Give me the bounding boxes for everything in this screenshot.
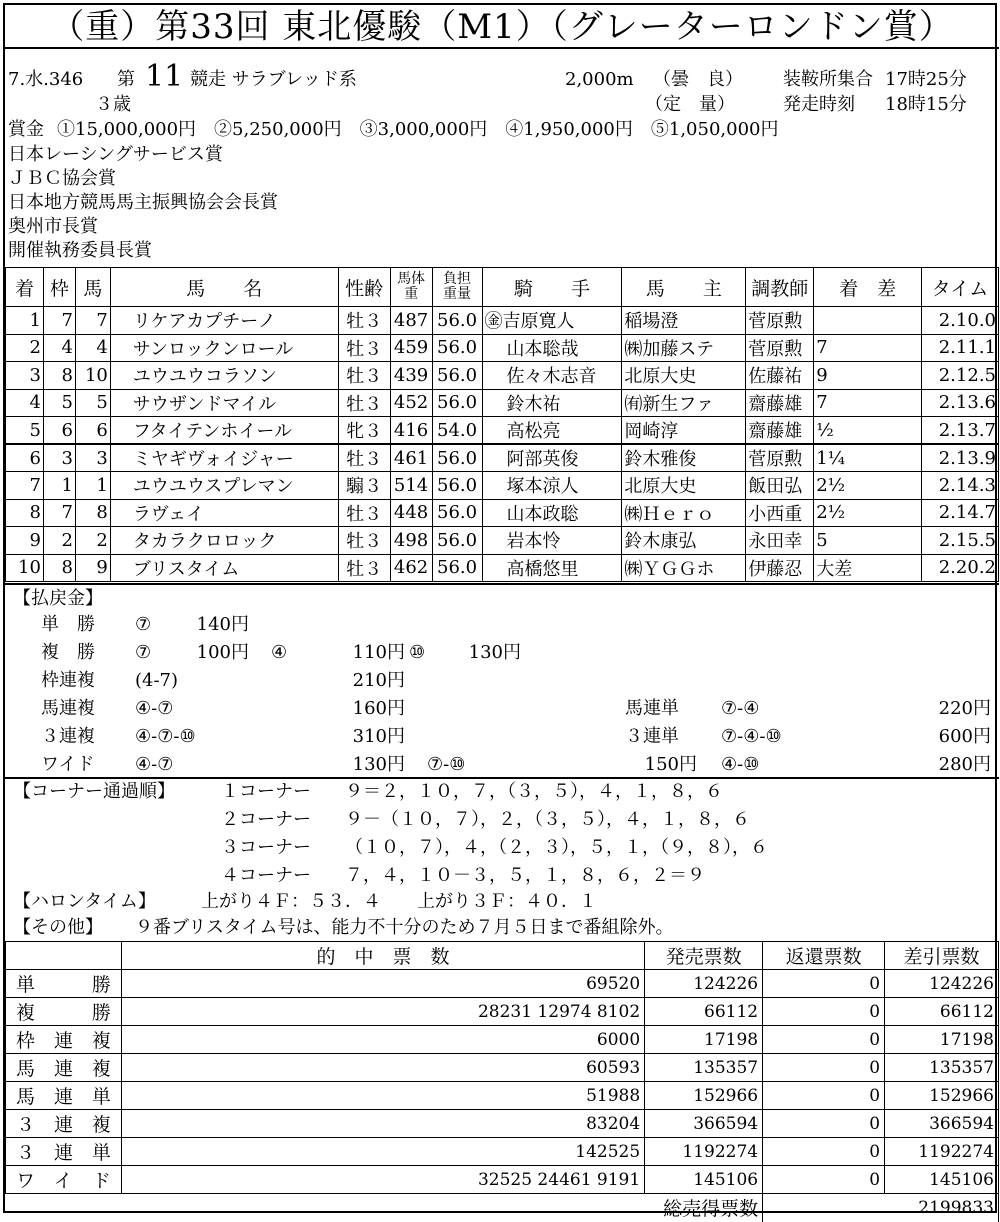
stats-hits: 6000 <box>121 1026 644 1054</box>
col-rank: 着 <box>6 268 44 307</box>
result-waku: 4 <box>43 334 75 362</box>
result-sexage: 牡３ <box>338 554 390 582</box>
result-weight: 514 <box>390 472 432 500</box>
stats-hits-header: 的 中 票 数 <box>121 942 644 970</box>
stats-sold: 366594 <box>645 1110 763 1138</box>
stats-refund: 0 <box>763 970 885 998</box>
stats-type: 枠連複 <box>6 1026 122 1054</box>
result-rank: 2 <box>6 334 44 362</box>
stats-net: 66112 <box>885 998 999 1026</box>
stats-net: 1192274 <box>885 1138 999 1166</box>
win-amount: 140円 <box>196 614 249 635</box>
place-combo-1: ⑦ <box>135 642 152 663</box>
result-time: 2.15.5 <box>921 527 998 555</box>
result-margin: 9 <box>814 362 922 390</box>
other-header: 【その他】 <box>13 917 103 938</box>
result-row <box>6 307 999 335</box>
stats-hits: 32525 24461 9191 <box>121 1166 644 1194</box>
result-num: 9 <box>75 554 110 582</box>
corner-2-label: ２コーナー <box>221 809 311 830</box>
result-weight: 439 <box>390 362 432 390</box>
corner-4-order: ７，４，１０－３，５，１，８，６，２＝９ <box>345 865 705 886</box>
corner-3-label: ３コーナー <box>221 837 311 858</box>
result-trainer: 飯田弘 <box>746 472 814 500</box>
stats-type: 馬連単 <box>6 1082 122 1110</box>
quinella-label: 馬連複 <box>41 698 95 719</box>
award-2: ＪＢＣ協会賞 <box>8 168 116 189</box>
result-rank: 7 <box>6 472 44 500</box>
stats-type: ３連複 <box>6 1110 122 1138</box>
furlong-text: 上がり４Ｆ：５３．４ 上がり３Ｆ：４０．１ <box>201 891 597 912</box>
result-waku: 2 <box>43 527 75 555</box>
stats-net: 17198 <box>885 1026 999 1054</box>
award-1: 日本レーシングサービス賞 <box>8 144 223 165</box>
wide-amount-3: 280円 <box>938 754 991 775</box>
result-time: 2.10.0 <box>921 307 998 335</box>
result-jockey: ㊎吉原寛人 <box>482 307 622 335</box>
stats-refund: 0 <box>763 1026 885 1054</box>
result-margin: 大差 <box>814 554 922 582</box>
result-num: 10 <box>75 362 110 390</box>
result-sexage: 牡３ <box>338 444 390 472</box>
place-label: 複 勝 <box>41 642 95 663</box>
result-trainer: 永田幸 <box>746 527 814 555</box>
distance: 2,000m <box>565 69 634 90</box>
stats-row <box>6 1138 999 1166</box>
stats-refund: 0 <box>763 998 885 1026</box>
stats-row <box>6 1166 999 1194</box>
weight-rule: （定 量） <box>645 94 735 115</box>
place-amount-3: 130円 <box>468 642 521 663</box>
result-trainer: 佐藤祐 <box>746 362 814 390</box>
trifecta-label: ３連単 <box>625 726 679 747</box>
result-row <box>6 362 999 390</box>
result-owner: 北原大史 <box>622 362 746 390</box>
result-name: サンロックンロール <box>110 334 338 362</box>
result-sexage: 牡３ <box>338 389 390 417</box>
result-margin: 2½ <box>814 472 922 500</box>
stats-hits: 28231 12974 8102 <box>121 998 644 1026</box>
result-margin: 5 <box>814 527 922 555</box>
stats-sold: 124226 <box>645 970 763 998</box>
result-rank: 10 <box>6 554 44 582</box>
result-sexage: 牝３ <box>338 417 390 445</box>
col-sex-age: 性齢 <box>338 268 390 307</box>
stats-refund: 0 <box>763 1166 885 1194</box>
stats-row <box>6 1026 999 1054</box>
result-name: サウザンドマイル <box>110 389 338 417</box>
quinella-amount: 160円 <box>352 698 405 719</box>
stats-sold: 135357 <box>645 1054 763 1082</box>
other-text: ９番ブリスタイム号は、能力不十分のため７月５日まで番組除外。 <box>135 917 674 938</box>
result-burden: 56.0 <box>432 499 482 527</box>
payout-header: 【払戻金】 <box>13 588 103 609</box>
result-burden: 56.0 <box>432 334 482 362</box>
result-time: 2.14.7 <box>921 499 998 527</box>
place-combo-2: ④ <box>271 642 288 663</box>
stats-refund: 0 <box>763 1138 885 1166</box>
result-rank: 9 <box>6 527 44 555</box>
win-combo: ⑦ <box>135 614 152 635</box>
corner-header: 【コーナー通過順】 <box>13 781 175 802</box>
col-horse-name: 馬 名 <box>110 268 338 307</box>
result-margin <box>814 307 922 335</box>
stats-net-header: 差引票数 <box>885 942 999 970</box>
results-table <box>5 267 999 582</box>
exacta-label: 馬連単 <box>625 698 679 719</box>
corner-3-order: （１０，７），４，（２，３），５，１，（９，８），６ <box>345 837 768 858</box>
result-trainer: 菅原勲 <box>746 334 814 362</box>
result-jockey: 鈴木祐 <box>482 389 622 417</box>
result-owner: ㈱Ｈｅｒｏ <box>622 499 746 527</box>
result-owner: ㈲新生ファ <box>622 389 746 417</box>
total-label: 総売得票数 <box>6 1194 763 1222</box>
result-time: 2.11.1 <box>921 334 998 362</box>
col-time: タイム <box>921 268 998 307</box>
result-sexage: 牡３ <box>338 307 390 335</box>
trifecta-amount: 600円 <box>938 726 991 747</box>
award-3: 日本地方競馬馬主振興協会会長賞 <box>8 192 278 213</box>
result-num: 4 <box>75 334 110 362</box>
stats-refund: 0 <box>763 1054 885 1082</box>
result-time: 2.13.7 <box>921 417 998 445</box>
col-margin: 着 差 <box>814 268 922 307</box>
result-time: 2.12.5 <box>921 362 998 390</box>
result-rank: 1 <box>6 307 44 335</box>
result-rank: 8 <box>6 499 44 527</box>
col-jockey: 騎 手 <box>482 268 622 307</box>
stats-refund-header: 返還票数 <box>763 942 885 970</box>
corner-1-order: ９＝２，１０，７，（３，５），４，１，８，６ <box>345 781 723 802</box>
stats-hits: 51988 <box>121 1082 644 1110</box>
result-rank: 4 <box>6 389 44 417</box>
result-waku: 6 <box>43 417 75 445</box>
date-code: 7.水.346 <box>8 69 84 90</box>
result-row <box>6 417 999 445</box>
result-time: 2.13.9 <box>921 444 998 472</box>
stats-refund: 0 <box>763 1110 885 1138</box>
result-num: 2 <box>75 527 110 555</box>
result-sexage: 騸３ <box>338 472 390 500</box>
result-row <box>6 527 999 555</box>
result-name: タカラクロロック <box>110 527 338 555</box>
result-owner: 鈴木雅俊 <box>622 444 746 472</box>
start-time: 18時15分 <box>885 94 967 115</box>
win-label: 単 勝 <box>41 614 95 635</box>
stats-refund: 0 <box>763 1082 885 1110</box>
trio-amount: 310円 <box>352 726 405 747</box>
result-rank: 3 <box>6 362 44 390</box>
result-burden: 56.0 <box>432 527 482 555</box>
stats-hits: 69520 <box>121 970 644 998</box>
result-num: 6 <box>75 417 110 445</box>
result-name: ミヤギヴォイジャー <box>110 444 338 472</box>
result-jockey: 岩本怜 <box>482 527 622 555</box>
exacta-amount: 220円 <box>938 698 991 719</box>
gather-label: 装鞍所集合 <box>783 69 873 90</box>
col-waku: 枠 <box>43 268 75 307</box>
result-time: 2.20.2 <box>921 554 998 582</box>
payout-divider <box>5 583 999 585</box>
stats-row <box>6 998 999 1026</box>
result-trainer: 伊藤忍 <box>746 554 814 582</box>
bracket-amount: 210円 <box>352 670 405 691</box>
corner-1-label: １コーナー <box>221 781 311 802</box>
stats-net: 152966 <box>885 1082 999 1110</box>
col-trainer: 調教師 <box>746 268 814 307</box>
result-waku: 3 <box>43 444 75 472</box>
place-combo-3: ⑩ <box>409 642 426 663</box>
result-num: 7 <box>75 307 110 335</box>
result-time: 2.14.3 <box>921 472 998 500</box>
result-waku: 8 <box>43 362 75 390</box>
stats-net: 145106 <box>885 1166 999 1194</box>
result-name: フタイテンホイール <box>110 417 338 445</box>
result-margin: ½ <box>814 417 922 445</box>
start-label: 発走時刻 <box>783 94 855 115</box>
stats-row <box>6 1054 999 1082</box>
result-time: 2.13.6 <box>921 389 998 417</box>
result-waku: 5 <box>43 389 75 417</box>
result-waku: 7 <box>43 307 75 335</box>
result-name: ユウユウスプレマン <box>110 472 338 500</box>
result-burden: 56.0 <box>432 554 482 582</box>
race-number: 11 <box>145 59 184 94</box>
result-owner: 岡崎淳 <box>622 417 746 445</box>
race-title: （重）第33回 東北優駿（M1）（グレーターロンドン賞） <box>5 5 999 49</box>
stats-hits: 83204 <box>121 1110 644 1138</box>
stats-row <box>6 970 999 998</box>
result-weight: 462 <box>390 554 432 582</box>
result-burden: 54.0 <box>432 417 482 445</box>
total-value: 2199833 <box>763 1194 999 1222</box>
result-rank: 5 <box>6 417 44 445</box>
result-weight: 448 <box>390 499 432 527</box>
stats-type: 複 勝 <box>6 998 122 1026</box>
wide-label: ワイド <box>41 754 95 775</box>
result-jockey: 佐々木志音 <box>482 362 622 390</box>
trio-label: ３連複 <box>41 726 95 747</box>
result-sexage: 牡３ <box>338 527 390 555</box>
result-sexage: 牡３ <box>338 334 390 362</box>
bracket-label: 枠連複 <box>41 670 95 691</box>
result-num: 8 <box>75 499 110 527</box>
corner-divider <box>5 777 999 779</box>
result-name: ユウユウコラソン <box>110 362 338 390</box>
stats-header-row <box>6 942 999 970</box>
stats-row <box>6 1110 999 1138</box>
results-header-row <box>6 268 999 307</box>
result-sexage: 牡３ <box>338 362 390 390</box>
corner-4-label: ４コーナー <box>221 865 311 886</box>
stats-net: 366594 <box>885 1110 999 1138</box>
result-name: リケアカプチーノ <box>110 307 338 335</box>
col-number: 馬 <box>75 268 110 307</box>
result-row <box>6 499 999 527</box>
result-row <box>6 444 999 472</box>
trio-combo: ④-⑦-⑩ <box>135 726 196 747</box>
prize-amounts: ①15,000,000円 ②5,250,000円 ③3,000,000円 ④1,950,000円 ⑤1,050,000円 <box>57 119 779 140</box>
result-margin: 7 <box>814 389 922 417</box>
result-trainer: 菅原勲 <box>746 444 814 472</box>
result-weight: 487 <box>390 307 432 335</box>
stats-type-header <box>6 942 122 970</box>
corner-2-order: ９－（１０，７），２，（３，５），４，１，８，６ <box>345 809 750 830</box>
result-row <box>6 554 999 582</box>
stats-net: 124226 <box>885 970 999 998</box>
place-amount-2: 110円 <box>352 642 405 663</box>
result-weight: 498 <box>390 527 432 555</box>
wide-amount-2: 150円 <box>644 754 697 775</box>
result-waku: 1 <box>43 472 75 500</box>
result-trainer: 小西重 <box>746 499 814 527</box>
result-waku: 7 <box>43 499 75 527</box>
col-body-weight: 馬体重 <box>390 268 432 307</box>
result-weight: 459 <box>390 334 432 362</box>
result-burden: 56.0 <box>432 472 482 500</box>
result-trainer: 菅原勲 <box>746 307 814 335</box>
result-burden: 56.0 <box>432 362 482 390</box>
result-trainer: 齋藤雄 <box>746 389 814 417</box>
result-owner: ㈱ＹＧＧホ <box>622 554 746 582</box>
stats-hits: 142525 <box>121 1138 644 1166</box>
col-owner: 馬 主 <box>622 268 746 307</box>
result-owner: ㈱加藤ステ <box>622 334 746 362</box>
result-jockey: 高松亮 <box>482 417 622 445</box>
result-sexage: 牡３ <box>338 499 390 527</box>
place-amount-1: 100円 <box>196 642 249 663</box>
col-burden: 負担重量 <box>432 268 482 307</box>
race-prefix: 第 <box>117 69 135 90</box>
result-owner: 鈴木康弘 <box>622 527 746 555</box>
race-class: 競走 サラブレッド系 <box>190 69 357 90</box>
wide-combo-1: ④-⑦ <box>135 754 174 775</box>
wide-amount-1: 130円 <box>352 754 405 775</box>
result-waku: 8 <box>43 554 75 582</box>
stats-hits: 60593 <box>121 1054 644 1082</box>
exacta-combo: ⑦-④ <box>721 698 760 719</box>
prize-label: 賞金 <box>8 119 44 140</box>
result-jockey: 阿部英俊 <box>482 444 622 472</box>
stats-type: ３連単 <box>6 1138 122 1166</box>
result-margin: 2½ <box>814 499 922 527</box>
result-jockey: 高橋悠里 <box>482 554 622 582</box>
stats-sold-header: 発売票数 <box>645 942 763 970</box>
result-num: 5 <box>75 389 110 417</box>
stats-type: 馬連複 <box>6 1054 122 1082</box>
result-row <box>6 334 999 362</box>
bracket-combo: (4-7) <box>135 670 179 691</box>
age-condition: ３歳 <box>95 94 131 115</box>
stats-sold: 17198 <box>645 1026 763 1054</box>
result-name: ブリスタイム <box>110 554 338 582</box>
total-row <box>6 1194 999 1222</box>
stats-net: 135357 <box>885 1054 999 1082</box>
stats-type: 単 勝 <box>6 970 122 998</box>
result-owner: 稲場澄 <box>622 307 746 335</box>
ticket-stats-table <box>5 941 999 1222</box>
weather-track: （曇 良） <box>653 69 743 90</box>
stats-sold: 66112 <box>645 998 763 1026</box>
stats-sold: 152966 <box>645 1082 763 1110</box>
stats-row <box>6 1082 999 1110</box>
stats-sold: 145106 <box>645 1166 763 1194</box>
stats-sold: 1192274 <box>645 1138 763 1166</box>
result-burden: 56.0 <box>432 444 482 472</box>
result-margin: 7 <box>814 334 922 362</box>
result-jockey: 山本聡哉 <box>482 334 622 362</box>
result-burden: 56.0 <box>432 389 482 417</box>
gather-time: 17時25分 <box>885 69 967 90</box>
result-trainer: 齋藤雄 <box>746 417 814 445</box>
result-row <box>6 389 999 417</box>
award-5: 開催執務委員長賞 <box>8 240 152 261</box>
result-jockey: 塚本涼人 <box>482 472 622 500</box>
wide-combo-2: ⑦-⑩ <box>427 754 466 775</box>
result-name: ラヴェイ <box>110 499 338 527</box>
result-jockey: 山本政聡 <box>482 499 622 527</box>
result-owner: 北原大史 <box>622 472 746 500</box>
result-rank: 6 <box>6 444 44 472</box>
furlong-header: 【ハロンタイム】 <box>13 891 156 912</box>
trifecta-combo: ⑦-④-⑩ <box>721 726 782 747</box>
award-4: 奥州市長賞 <box>8 216 98 237</box>
result-num: 3 <box>75 444 110 472</box>
race-result-sheet <box>3 3 997 1221</box>
result-weight: 452 <box>390 389 432 417</box>
result-margin: 1¼ <box>814 444 922 472</box>
result-burden: 56.0 <box>432 307 482 335</box>
stats-type: ワイド <box>6 1166 122 1194</box>
result-weight: 461 <box>390 444 432 472</box>
result-num: 1 <box>75 472 110 500</box>
quinella-combo: ④-⑦ <box>135 698 174 719</box>
result-row <box>6 472 999 500</box>
result-weight: 416 <box>390 417 432 445</box>
wide-combo-3: ④-⑩ <box>721 754 760 775</box>
